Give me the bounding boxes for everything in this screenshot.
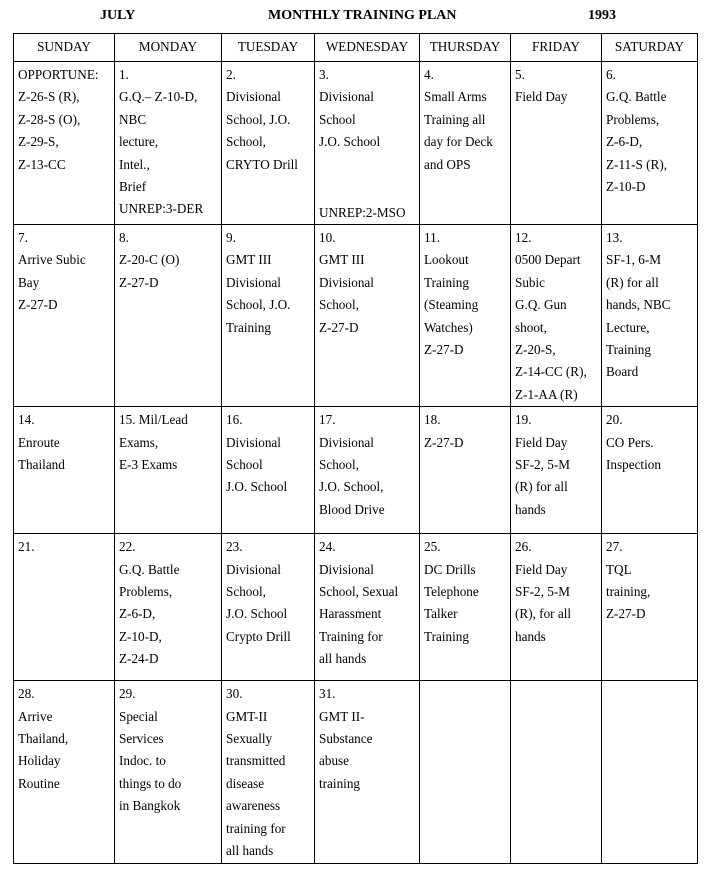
day-cell-content <box>119 409 218 533</box>
day-entry-first-line: 5. <box>515 67 525 82</box>
day-entry-line: Divisional <box>226 89 281 105</box>
day-entry-first-line: 23. <box>226 539 243 555</box>
day-cell-content <box>119 683 218 862</box>
day-entry-line: G.Q. Battle <box>119 561 180 577</box>
day-entry-line: in Bangkok <box>119 798 181 814</box>
day-entry-line: CO Pers. <box>606 434 654 450</box>
day-entry-line: Divisional <box>319 561 374 577</box>
day-cell-friday <box>511 62 602 225</box>
day-entry-first-line: 11. <box>424 230 440 245</box>
day-entry-line: NBC <box>119 111 147 127</box>
day-cell-wednesday <box>315 534 420 681</box>
day-entry-line: (R), for all <box>515 606 572 622</box>
day-entry-line: Z-27-D <box>319 319 359 335</box>
day-entry-line: E-3 Exams <box>119 457 178 473</box>
day-entry-line: Lecture, <box>606 319 650 335</box>
day-cell-content <box>424 683 507 862</box>
day-entry-line: Substance <box>319 731 373 747</box>
day-entry-line: Z-13-CC <box>18 156 66 172</box>
day-cell-content <box>515 227 598 406</box>
day-entry-line: Z-20-S, <box>515 342 556 358</box>
day-cell-wednesday <box>315 225 420 407</box>
day-entry-line: Z-27-D <box>424 342 464 358</box>
day-cell-content <box>515 409 598 533</box>
day-entry-first-line: 13. <box>606 230 623 245</box>
day-entry-line: Brief <box>119 179 147 195</box>
calendar-week-row <box>14 225 698 407</box>
month-label: JULY <box>100 8 136 23</box>
day-entry-line: Sexually <box>226 731 273 747</box>
day-entry-line: training <box>319 775 361 791</box>
day-entry-first-line: 8. <box>119 230 129 245</box>
day-entry-line: Talker <box>424 606 458 622</box>
day-entry-first-line: 28. <box>18 686 35 702</box>
day-entry-line: abuse <box>319 753 350 769</box>
day-entry-line: (Steaming <box>424 297 479 313</box>
day-entry-line: Z-29-S, <box>18 134 59 150</box>
day-entry-first-line: 15. Mil/Lead <box>119 412 188 428</box>
day-entry-line: Z-27-D <box>606 606 646 622</box>
calendar-week-row <box>14 534 698 681</box>
day-entry-line: Routine <box>18 775 60 791</box>
day-entry-line: Arrive <box>18 708 53 724</box>
day-cell-content <box>226 683 311 862</box>
day-entry-line: Services <box>119 731 164 747</box>
day-entry-line: GMT II- <box>319 708 365 724</box>
day-entry-line: Z-14-CC (R), <box>515 364 587 380</box>
page-header <box>0 0 715 32</box>
day-entry-first-line: 22. <box>119 539 136 555</box>
day-entry-line: School, J.O. <box>226 297 291 313</box>
day-cell-content <box>424 64 507 224</box>
day-cell-content <box>606 536 694 680</box>
day-entry-line: hands <box>515 628 546 644</box>
day-entry-line: Z-10-D, <box>119 628 162 644</box>
day-entry-line: Exams, <box>119 434 159 450</box>
day-cell-sunday <box>14 407 115 534</box>
day-cell-content <box>606 64 694 224</box>
day-entry-first-line: 18. <box>424 412 441 428</box>
day-cell-content <box>226 227 311 406</box>
day-entry-line: Training <box>424 628 469 644</box>
day-entry-line: Thailand <box>18 457 65 473</box>
day-cell-sunday <box>14 62 115 225</box>
day-entry-line: Enroute <box>18 434 60 450</box>
day-entry-first-line: 19. <box>515 412 532 428</box>
day-entry-line: SF-2, 5-M <box>515 584 570 600</box>
day-cell-sunday <box>14 681 115 863</box>
day-entry-line: lecture, <box>119 134 159 150</box>
day-entry-line: Subic <box>515 274 546 290</box>
day-cell-content <box>424 536 507 680</box>
day-entry-line: day for Deck <box>424 134 493 150</box>
day-entry-line: Holiday <box>18 753 61 769</box>
day-entry-line: School, <box>319 457 359 473</box>
day-entry-line: 0500 Depart <box>515 252 581 268</box>
day-entry-first-line: 7. <box>18 230 28 245</box>
day-entry-line: training, <box>606 584 651 600</box>
day-entry-line: Lookout <box>424 252 469 268</box>
day-entry-line: awareness <box>226 798 281 814</box>
day-entry-line: Z-6-D, <box>119 606 156 622</box>
day-entry-first-line: 27. <box>606 539 623 555</box>
day-cell-content <box>226 409 311 533</box>
day-entry-line: J.O. School <box>319 134 381 150</box>
day-entry-line: Intel., <box>119 156 150 172</box>
weekday-header-thursday: THURSDAY <box>420 34 511 62</box>
day-entry-line: Bay <box>18 274 40 290</box>
weekday-header-sunday: SUNDAY <box>14 34 115 62</box>
day-entry-line: Z-27-D <box>119 274 159 290</box>
day-cell-content <box>18 227 111 406</box>
day-entry-line: Training <box>424 274 469 290</box>
day-entry-line: Z-26-S (R), <box>18 89 80 105</box>
day-entry-line: School, <box>319 297 359 313</box>
day-cell-content <box>319 683 416 862</box>
day-cell-saturday <box>602 407 698 534</box>
day-cell-content <box>18 64 111 224</box>
day-entry-line: TQL <box>606 561 632 577</box>
day-entry-footer: UNREP:2-MSO <box>319 204 406 220</box>
day-entry-line: G.Q. Battle <box>606 89 667 105</box>
day-entry-line: Z-27-D <box>424 434 464 450</box>
day-cell-wednesday <box>315 407 420 534</box>
day-cell-tuesday <box>222 534 315 681</box>
day-entry-line: GMT III <box>226 252 272 268</box>
day-cell-content <box>119 536 218 680</box>
day-entry-line: J.O. School <box>226 479 288 495</box>
day-entry-line: CRYTO Drill <box>226 156 298 172</box>
day-entry-line: Problems, <box>119 584 173 600</box>
day-entry-first-line: 4. <box>424 67 434 82</box>
day-entry-first-line: 29. <box>119 686 136 702</box>
day-cell-content <box>18 683 111 862</box>
day-cell-content <box>119 227 218 406</box>
day-cell-content <box>319 64 416 224</box>
day-entry-line: Divisional <box>226 274 281 290</box>
day-entry-line: all hands <box>319 651 367 667</box>
day-entry-line: Z-10-D <box>606 179 646 195</box>
day-entry-line: Divisional <box>319 434 374 450</box>
day-entry-first-line: 3. <box>319 67 329 82</box>
day-entry-line: Thailand, <box>18 731 69 747</box>
day-entry-first-line: 21. <box>18 539 35 555</box>
day-entry-line: SF-2, 5-M <box>515 457 570 473</box>
year-label: 1993 <box>588 8 616 23</box>
day-entry-line: Arrive Subic <box>18 252 86 268</box>
day-entry-line: Harassment <box>319 606 382 622</box>
training-calendar <box>13 33 698 864</box>
day-entry-line: GMT-II <box>226 708 268 724</box>
day-entry-line: things to do <box>119 775 182 791</box>
day-entry-line: Training all <box>424 111 486 127</box>
day-entry-line: hands, NBC <box>606 297 671 313</box>
weekday-header-monday: MONDAY <box>115 34 222 62</box>
day-cell-content <box>424 227 507 406</box>
day-entry-line: Divisional <box>319 274 374 290</box>
day-entry-line: School, <box>226 134 266 150</box>
day-cell-tuesday <box>222 681 315 863</box>
day-entry-line: Z-11-S (R), <box>606 156 668 172</box>
day-entry-line: and OPS <box>424 156 471 172</box>
day-cell-content <box>424 409 507 533</box>
day-entry-line: Indoc. to <box>119 753 166 769</box>
calendar-week-row <box>14 407 698 534</box>
day-cell-content <box>226 64 311 224</box>
day-entry-line: Telephone <box>424 584 479 600</box>
day-entry-line: (R) for all <box>515 479 568 495</box>
day-cell-monday <box>115 225 222 407</box>
day-entry-line: Divisional <box>226 434 281 450</box>
day-entry-line: Training <box>606 342 651 358</box>
day-cell-content <box>606 227 694 406</box>
day-cell-wednesday <box>315 62 420 225</box>
day-cell-monday <box>115 681 222 863</box>
weekday-header-wednesday: WEDNESDAY <box>315 34 420 62</box>
day-entry-first-line: 25. <box>424 539 441 555</box>
day-entry-line: J.O. School, <box>319 479 384 495</box>
day-entry-first-line: 31. <box>319 686 336 702</box>
weekday-header-saturday: SATURDAY <box>602 34 698 62</box>
day-entry-line: Small Arms <box>424 89 487 105</box>
day-entry-first-line: 10. <box>319 230 336 245</box>
day-cell-tuesday <box>222 225 315 407</box>
calendar-week-row <box>14 62 698 225</box>
day-cell-thursday <box>420 225 511 407</box>
day-cell-content <box>606 409 694 533</box>
day-cell-saturday <box>602 225 698 407</box>
day-entry-first-line: 6. <box>606 67 616 82</box>
day-cell-friday <box>511 681 602 863</box>
day-cell-wednesday <box>315 681 420 863</box>
day-entry-line: School, Sexual <box>319 584 399 600</box>
day-cell-content <box>515 64 598 224</box>
day-cell-monday <box>115 534 222 681</box>
day-cell-content <box>515 536 598 680</box>
calendar-week-row <box>14 681 698 863</box>
day-cell-sunday <box>14 534 115 681</box>
day-entry-line: all hands <box>226 843 274 859</box>
day-entry-line: UNREP:3-DER <box>119 201 204 217</box>
day-cell-thursday <box>420 407 511 534</box>
day-entry-line: School <box>319 111 356 127</box>
day-entry-line: School <box>226 457 263 473</box>
day-entry-first-line: 12. <box>515 230 532 245</box>
day-entry-line: Z-24-D <box>119 651 159 667</box>
weekday-header-friday: FRIDAY <box>511 34 602 62</box>
day-entry-first-line: 1. <box>119 67 129 82</box>
day-entry-line: disease <box>226 775 265 791</box>
day-cell-friday <box>511 534 602 681</box>
day-cell-thursday <box>420 681 511 863</box>
day-entry-first-line: OPPORTUNE: <box>18 67 99 82</box>
day-cell-thursday <box>420 62 511 225</box>
weekday-header-tuesday: TUESDAY <box>222 34 315 62</box>
day-entry-line: Training for <box>319 628 383 644</box>
day-entry-first-line: 30. <box>226 686 243 702</box>
day-entry-first-line: 14. <box>18 412 35 428</box>
day-cell-monday <box>115 62 222 225</box>
day-entry-line: (R) for all <box>606 274 659 290</box>
day-cell-content <box>319 409 416 533</box>
day-entry-first-line: 2. <box>226 67 236 82</box>
day-entry-first-line: 24. <box>319 539 336 555</box>
weekday-header-row <box>14 34 698 62</box>
day-entry-line: GMT III <box>319 252 365 268</box>
day-entry-first-line: 9. <box>226 230 236 245</box>
day-cell-friday <box>511 407 602 534</box>
day-entry-line: hands <box>515 501 546 517</box>
day-cell-sunday <box>14 225 115 407</box>
day-cell-saturday <box>602 681 698 863</box>
page-title: MONTHLY TRAINING PLAN <box>268 8 457 23</box>
day-entry-first-line: 16. <box>226 412 243 428</box>
day-entry-line: Problems, <box>606 111 660 127</box>
day-entry-line: Z-20-C (O) <box>119 252 180 268</box>
day-entry-line: Z-28-S (O), <box>18 111 81 127</box>
day-entry-line: G.Q. Gun <box>515 297 567 313</box>
day-entry-first-line: 17. <box>319 412 336 428</box>
day-cell-saturday <box>602 534 698 681</box>
day-entry-line: J.O. School <box>226 606 288 622</box>
day-entry-line: transmitted <box>226 753 286 769</box>
day-entry-line: School, J.O. <box>226 111 291 127</box>
day-entry-line: Field Day <box>515 561 568 577</box>
day-cell-content <box>515 683 598 862</box>
day-entry-line: training for <box>226 820 286 836</box>
day-entry-line: Inspection <box>606 457 661 473</box>
day-cell-content <box>18 409 111 533</box>
day-entry-line: Special <box>119 708 158 724</box>
day-entry-line: Crypto Drill <box>226 628 291 644</box>
day-cell-tuesday <box>222 407 315 534</box>
day-entry-line: Training <box>226 319 271 335</box>
day-entry-first-line: 20. <box>606 412 623 428</box>
day-cell-saturday <box>602 62 698 225</box>
day-cell-monday <box>115 407 222 534</box>
day-entry-line: Board <box>606 364 639 380</box>
day-entry-line: DC Drills <box>424 561 476 577</box>
day-cell-content <box>319 227 416 406</box>
day-cell-content <box>319 536 416 680</box>
day-cell-content <box>18 536 111 680</box>
day-cell-friday <box>511 225 602 407</box>
day-entry-line: Z-6-D, <box>606 134 643 150</box>
day-cell-tuesday <box>222 62 315 225</box>
day-entry-line: Field Day <box>515 89 568 105</box>
day-entry-line: SF-1, 6-M <box>606 252 661 268</box>
day-entry-line: Divisional <box>226 561 281 577</box>
day-cell-content <box>119 64 218 224</box>
day-entry-line: Field Day <box>515 434 568 450</box>
day-cell-content <box>226 536 311 680</box>
day-entry-first-line: 26. <box>515 539 532 555</box>
day-entry-line: shoot, <box>515 319 547 335</box>
day-entry-line: Z-1-AA (R) <box>515 386 578 402</box>
day-entry-line: School, <box>226 584 266 600</box>
day-cell-content <box>606 683 694 862</box>
day-entry-line: Divisional <box>319 89 374 105</box>
day-cell-thursday <box>420 534 511 681</box>
day-entry-line: G.Q.– Z-10-D, <box>119 89 198 105</box>
day-entry-line: Watches) <box>424 319 473 335</box>
day-entry-line: Z-27-D <box>18 297 58 313</box>
day-entry-line: Blood Drive <box>319 501 385 517</box>
